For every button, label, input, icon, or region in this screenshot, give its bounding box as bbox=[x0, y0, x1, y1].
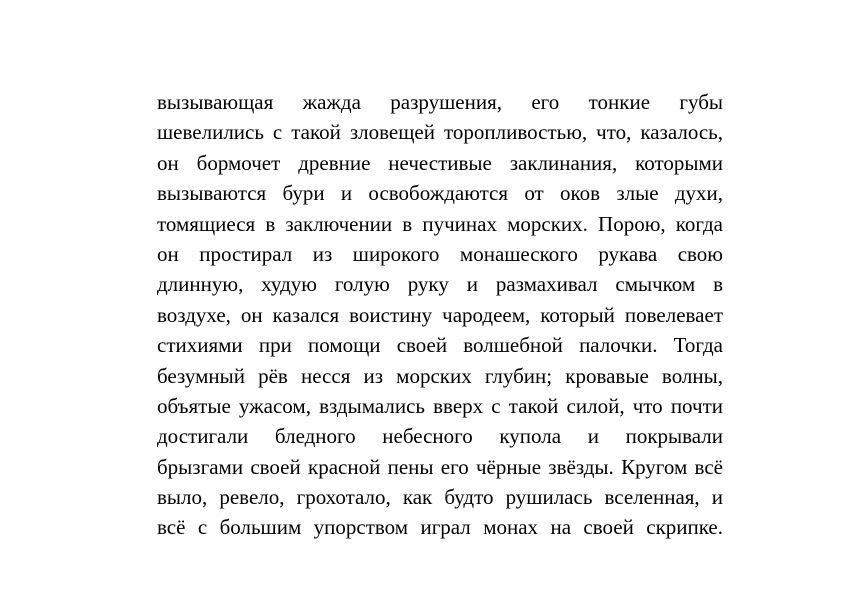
text-line: томящиеся в заключении в пучинах морских. Порою, когда bbox=[157, 211, 723, 236]
text-line: он простирал из широкого монашеского рукава свою bbox=[157, 241, 723, 266]
text-line: стихиями при помощи своей волшебной палочки. Тогда bbox=[157, 333, 723, 358]
text-line: шевелились с такой зловещей торопливостью, что, казалось, bbox=[157, 120, 723, 145]
text-line: достигали бледного небесного купола и покрывали bbox=[157, 424, 723, 449]
text-line: вызывающая жажда разрушения, его тонкие губы bbox=[157, 90, 723, 114]
text-line: вызываются бури и освобождаются от оков злые духи, bbox=[157, 181, 723, 206]
body-text bbox=[157, 87, 723, 543]
text-line: воздухе, он казался воистину чародеем, который повелевает bbox=[157, 302, 723, 327]
text-line: выло, ревело, грохотало, как будто рушилась вселенная, и bbox=[157, 485, 723, 510]
text-line: он бормочет древние нечестивые заклинания, которыми bbox=[157, 150, 723, 175]
text-line: брызгами своей красной пены его чёрные звёзды. Кругом всё bbox=[157, 454, 723, 479]
text-line: всё с большим упорством играл монах на своей скрипке. bbox=[157, 515, 723, 540]
text-line: длинную, худую голую руку и размахивал смычком в bbox=[157, 272, 723, 297]
text-line: безумный рёв несся из морских глубин; кровавые волны, bbox=[157, 363, 723, 388]
text-line: объятые ужасом, вздымались вверх с такой силой, что почти bbox=[157, 393, 723, 418]
